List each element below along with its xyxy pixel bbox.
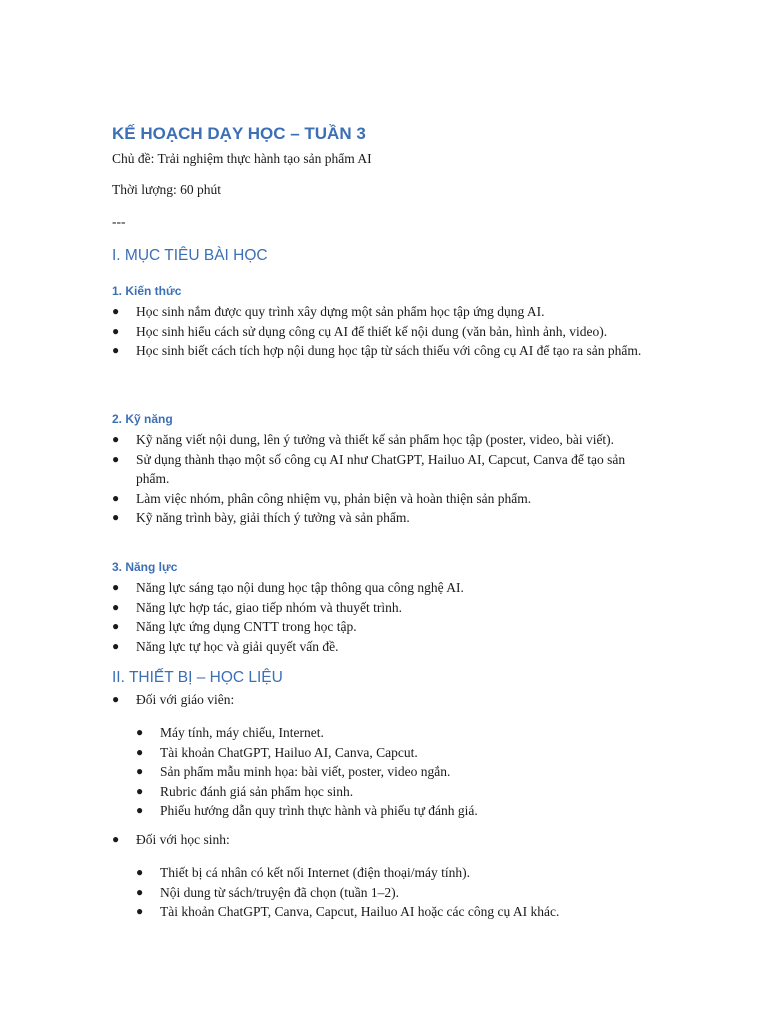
section-1-heading: I. MỤC TIÊU BÀI HỌC [112, 247, 268, 264]
list-item: ● Máy tính, máy chiếu, Internet. [160, 723, 660, 743]
list-item: ● Kỹ năng viết nội dung, lên ý tưởng và thiết kế sản phẩm học tập (poster, video, bài viết). [136, 430, 656, 450]
bullet-icon: ● [112, 323, 120, 338]
list-item: ● Tài khoản ChatGPT, Canva, Capcut, Hailuo AI hoặc các công cụ AI khác. [160, 902, 660, 922]
section-2-heading: II. THIẾT BỊ – HỌC LIỆU [112, 669, 283, 686]
bullet-icon: ● [112, 432, 120, 446]
competence-list [112, 578, 656, 656]
knowledge-list [112, 302, 656, 361]
teacher-list [136, 723, 660, 821]
list-item: ● Sản phẩm mẫu minh họa: bài viết, poster, video ngắn. [160, 762, 660, 782]
bullet-icon: ● [112, 510, 120, 524]
bullet-icon: ● [112, 692, 120, 706]
list-item: ● Năng lực sáng tạo nội dung học tập thông qua công nghệ AI. [136, 578, 656, 598]
bullet-icon: ● [136, 904, 144, 918]
list-item: ● Thiết bị cá nhân có kết nối Internet (điện thoại/máy tính). [160, 863, 660, 883]
list-item: ● Đối với giáo viên: [136, 690, 656, 710]
list-item: ● Tài khoản ChatGPT, Hailuo AI, Canva, Capcut. [160, 743, 660, 763]
topic-line: Chủ đề: Trải nghiệm thực hành tạo sản phẩm AI [112, 151, 372, 166]
bullet-icon: ● [136, 764, 144, 778]
bullet-icon: ● [112, 580, 120, 594]
bullet-icon: ● [136, 744, 144, 759]
list-item: ● Rubric đánh giá sản phẩm học sinh. [160, 782, 660, 802]
bullet-icon: ● [112, 638, 120, 653]
knowledge-heading: 1. Kiến thức [112, 284, 182, 298]
skills-list [112, 430, 656, 528]
bullet-icon: ● [136, 884, 144, 899]
list-item: ● Năng lực tự học và giải quyết vấn đề. [136, 637, 656, 657]
list-item: ● Nội dung từ sách/truyện đã chọn (tuần 1–2). [160, 883, 660, 903]
bullet-icon: ● [112, 451, 120, 466]
student-group [112, 830, 656, 850]
bullet-icon: ● [136, 865, 144, 879]
list-item: ● Học sinh hiểu cách sử dụng công cụ AI để thiết kế nội dung (văn bản, hình ảnh, video). [136, 322, 656, 342]
bullet-icon: ● [112, 832, 120, 846]
list-item: ● Kỹ năng trình bày, giải thích ý tưởng và sản phẩm. [136, 508, 656, 528]
list-item: ● Năng lực ứng dụng CNTT trong học tập. [136, 617, 656, 637]
bullet-icon: ● [112, 599, 120, 614]
bullet-icon: ● [112, 619, 120, 633]
teacher-group [112, 690, 656, 710]
separator: --- [112, 214, 126, 229]
student-list [136, 863, 660, 922]
list-item: ● Phiếu hướng dẫn quy trình thực hành và phiếu tự đánh giá. [160, 801, 660, 821]
list-item: ● Làm việc nhóm, phân công nhiệm vụ, phản biện và hoàn thiện sản phẩm. [136, 489, 656, 509]
bullet-icon: ● [136, 783, 144, 798]
list-item: ● Đối với học sinh: [136, 830, 656, 850]
bullet-icon: ● [112, 343, 120, 357]
bullet-icon: ● [112, 490, 120, 505]
bullet-icon: ● [136, 803, 144, 817]
list-item: ● Năng lực hợp tác, giao tiếp nhóm và thuyết trình. [136, 598, 656, 618]
bullet-icon: ● [136, 725, 144, 739]
list-item: ● Sử dụng thành thạo một số công cụ AI như ChatGPT, Hailuo AI, Capcut, Canva để tạo sản phẩm. [112, 451, 626, 486]
bullet-icon: ● [112, 304, 120, 318]
list-item: ● Học sinh nắm được quy trình xây dựng một sản phẩm học tập ứng dụng AI. [136, 302, 656, 322]
competence-heading: 3. Năng lực [112, 560, 178, 574]
list-item: ● Học sinh biết cách tích hợp nội dung học tập từ sách thiếu với công cụ AI để tạo ra sản phẩm. [136, 341, 656, 361]
skills-heading: 2. Kỹ năng [112, 412, 173, 426]
duration-line: Thời lượng: 60 phút [112, 182, 221, 197]
page-title: KẾ HOẠCH DẠY HỌC – TUẦN 3 [112, 124, 366, 143]
